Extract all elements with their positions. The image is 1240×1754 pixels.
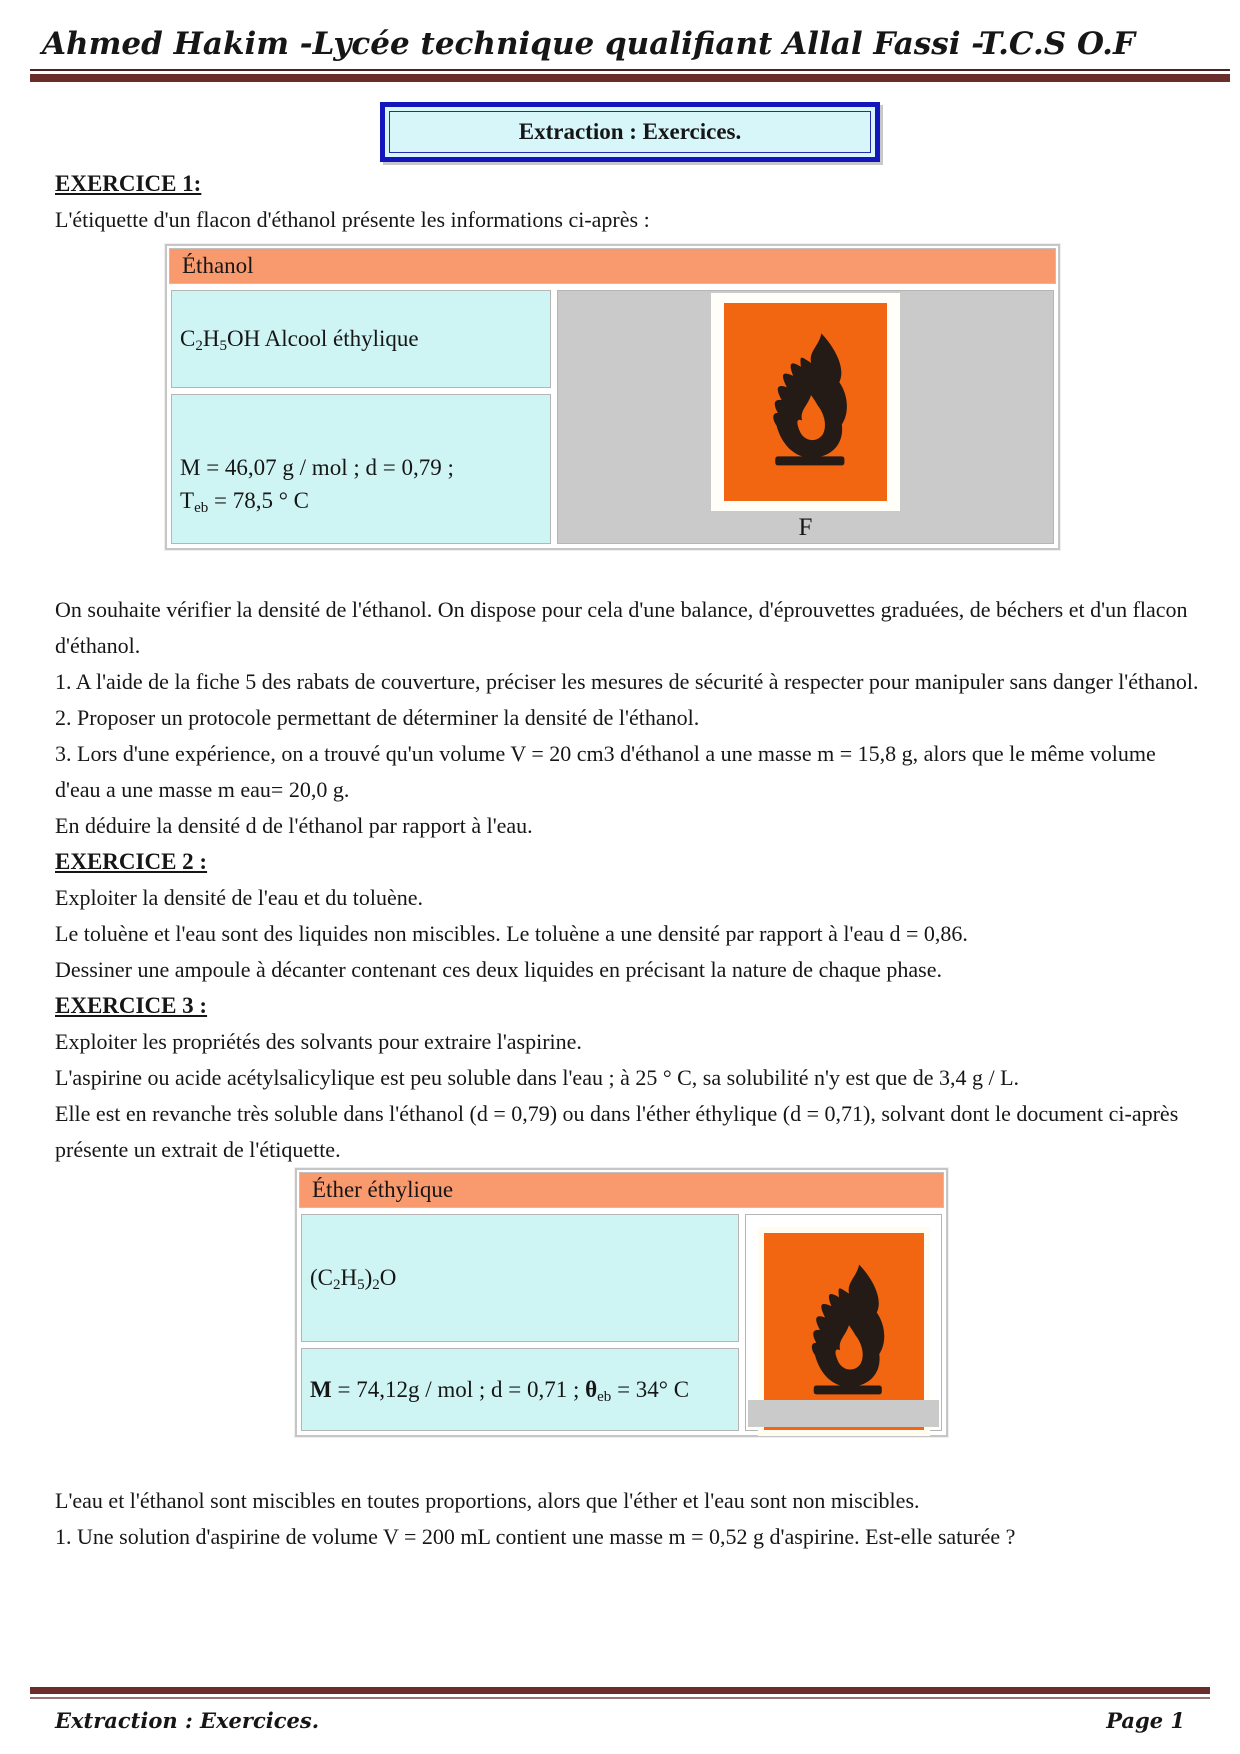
- exercise1-heading: EXERCICE 1:: [55, 171, 202, 196]
- ethanol-properties-line2: $T_{eb} = 78,5$ ° C: [180, 488, 309, 516]
- page-title: Ahmed Hakim -Lycée technique qualifiant Allal Fassi -T.C.S O.F: [42, 26, 1135, 62]
- ethanol-formula-cell: [171, 290, 551, 388]
- ether-formula: $(C_2H_5)_2O$: [310, 1265, 397, 1293]
- ether-label-table: [295, 1168, 948, 1437]
- ether-label-title: Éther éthylique: [299, 1172, 944, 1208]
- section-banner-title: Extraction : Exercices.: [389, 111, 871, 153]
- paragraph: 3. Lors d'une expérience, on a trouvé qu'un volume V = 20 cm3 d'éthanol a une masse m = 15,8 g, alors que le même volume d'eau a une masse m eau= 20,0 g.: [55, 741, 1156, 802]
- ether-properties-cell: [301, 1348, 739, 1431]
- paragraph: L'eau et l'éthanol sont miscibles en toutes proportions, alors que l'éther et l'eau sont non miscibles.: [55, 1488, 920, 1513]
- flammable-pictogram: [724, 303, 887, 501]
- paragraph: Elle est en revanche très soluble dans l'éthanol (d = 0,79) ou dans l'éther éthylique (d = 0,71), solvant dont le document ci-après présente un extrait de l'étiquette.: [55, 1101, 1179, 1162]
- page-footer: [30, 1687, 1210, 1733]
- flame-icon: [742, 322, 870, 482]
- paragraph: 2. Proposer un protocole permettant de déterminer la densité de l'éthanol.: [55, 705, 700, 730]
- pictogram-cell-gray-strip: [748, 1400, 939, 1427]
- ether-pictogram-cell: [745, 1214, 942, 1431]
- title-rule-thin: [30, 69, 1230, 71]
- ethanol-label-table: [165, 244, 1060, 550]
- ethanol-label-body: [167, 286, 1058, 548]
- exercise3-heading: EXERCICE 3 :: [55, 993, 208, 1018]
- footer-page-number: Page 1: [1106, 1708, 1185, 1733]
- ethanol-formula: $C_2H_5OH$ Alcool éthylique: [180, 326, 419, 354]
- paragraph: Dessiner une ampoule à décanter contenant ces deux liquides en précisant la nature de chaque phase.: [55, 957, 942, 982]
- exercise2-heading: EXERCICE 2 :: [55, 849, 208, 874]
- paragraph: 1. A l'aide de la fiche 5 des rabats de couverture, préciser les mesures de sécurité à respecter pour manipuler sans danger l'éthanol.: [55, 669, 1199, 694]
- paragraph: 1. Une solution d'aspirine de volume V = 200 mL contient une masse m = 0,52 g d'aspirine. Est-elle saturée ?: [55, 1524, 1016, 1549]
- flame-icon: [781, 1253, 907, 1411]
- ethanol-properties-cell: [171, 394, 551, 544]
- paragraph: Exploiter la densité de l'eau et du toluène.: [55, 885, 424, 910]
- ethanol-label-title: Éthanol: [169, 248, 1056, 284]
- ether-properties-line: M = 74,12g / mol ; d = 0,71 ; $\theta_{eb} = 34^\circ$ C: [310, 1377, 690, 1405]
- title-rule-thick: [30, 74, 1230, 82]
- paragraph: On souhaite vérifier la densité de l'éthanol. On dispose pour cela d'une balance, d'éprouvettes graduées, de béchers et d'un flacon d'éthanol.: [55, 597, 1188, 658]
- pictogram-frame: [711, 293, 900, 511]
- footer-document-title: Extraction : Exercices.: [55, 1708, 320, 1733]
- section-banner: [380, 102, 880, 162]
- ether-formula-cell: [301, 1214, 739, 1342]
- flammable-letter: F: [798, 514, 813, 541]
- paragraph: Exploiter les propriétés des solvants pour extraire l'aspirine.: [55, 1029, 582, 1054]
- exercise-text-block: [55, 592, 1205, 1168]
- closing-text-block: [55, 1483, 1205, 1555]
- ether-label-body: [297, 1210, 946, 1435]
- paragraph: L'aspirine ou acide acétylsalicylique est peu soluble dans l'eau ; à 25 ° C, sa solubilité n'y est que de 3,4 g / L.: [55, 1065, 1020, 1090]
- footer-rule-thin: [30, 1697, 1210, 1699]
- ethanol-pictogram-cell: [557, 290, 1054, 544]
- footer-rule-thick: [30, 1687, 1210, 1694]
- title-rule: [30, 69, 1230, 82]
- exercise1-intro: L'étiquette d'un flacon d'éthanol présente les informations ci-après :: [55, 207, 650, 232]
- paragraph: En déduire la densité d de l'éthanol par rapport à l'eau.: [55, 813, 533, 838]
- ethanol-properties-line1: M = 46,07 g / mol ; d = 0,79 ;: [180, 455, 454, 480]
- paragraph: Le toluène et l'eau sont des liquides non miscibles. Le toluène a une densité par rapport à l'eau d = 0,86.: [55, 921, 968, 946]
